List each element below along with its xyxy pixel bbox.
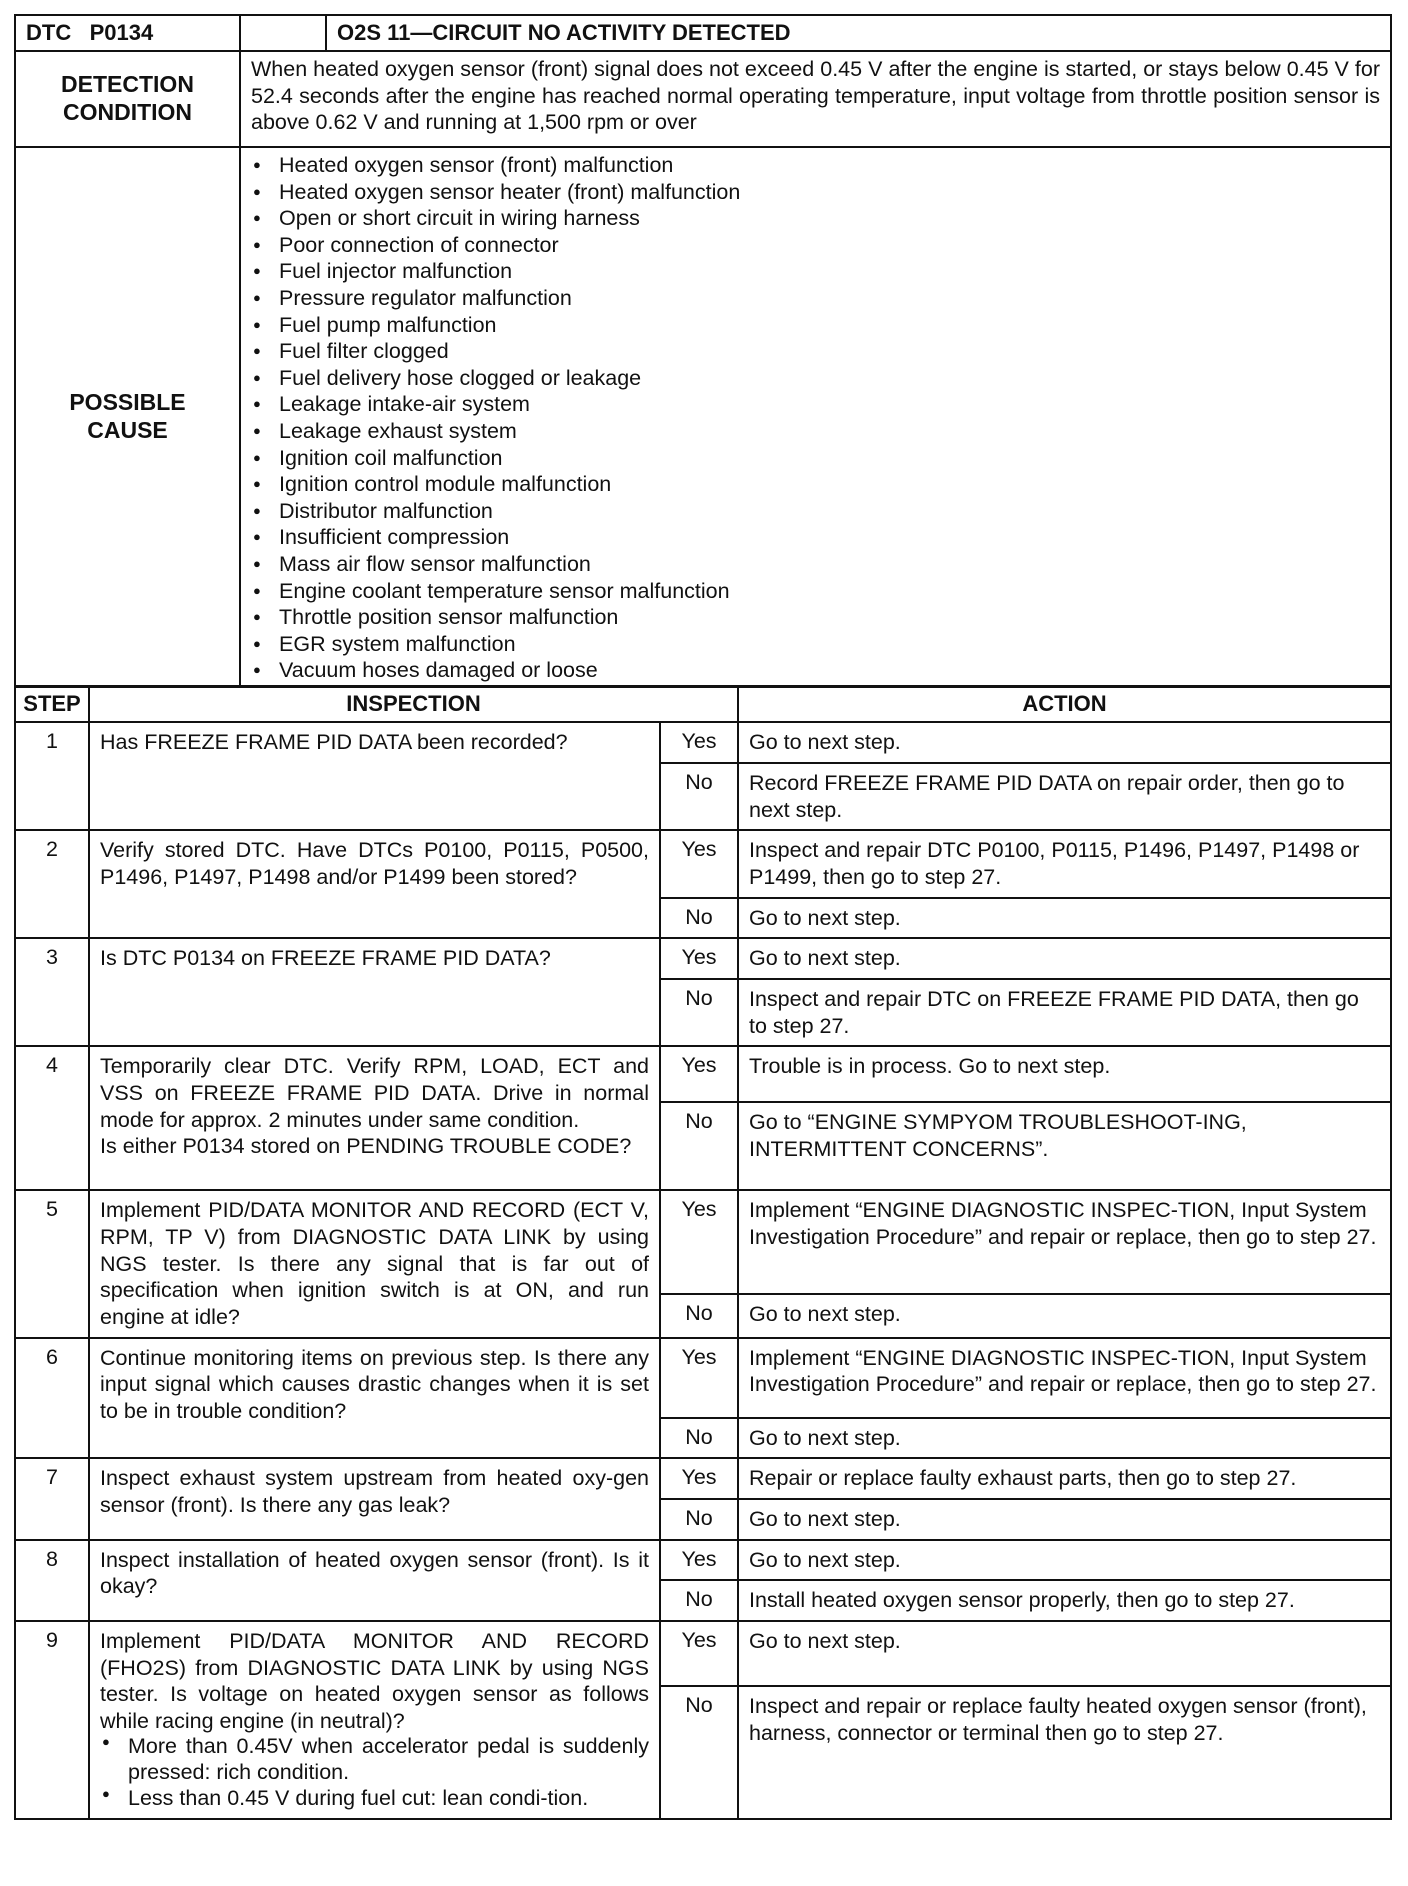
no-label: No: [660, 1418, 738, 1459]
possible-cause-item: ● Heated oxygen sensor (front) malfunction: [253, 152, 1382, 179]
step-number: 2: [15, 830, 89, 938]
yes-action: Go to next step.: [738, 722, 1391, 763]
possible-cause-item: ● Insufficient compression: [253, 524, 1382, 551]
action-column-header: ACTION: [738, 686, 1391, 722]
dtc-info-table: [14, 14, 1392, 688]
no-action: Go to next step.: [738, 1499, 1391, 1540]
possible-cause-item: ● Leakage intake-air system: [253, 391, 1382, 418]
yes-label: Yes: [660, 722, 738, 763]
step-inspection: [89, 1540, 660, 1621]
yes-action: Implement “ENGINE DIAGNOSTIC INSPEC-TION, Input System Investigation Procedure” and repair or replace, then go to step 27.: [738, 1190, 1391, 1294]
step-inspection: [89, 1621, 660, 1819]
step-inspection: [89, 830, 660, 938]
step-number: 5: [15, 1190, 89, 1337]
yes-label: Yes: [660, 1540, 738, 1581]
step-column-header: STEP: [15, 686, 89, 722]
yes-label: Yes: [660, 1046, 738, 1102]
inspection-bullet: ● Less than 0.45 V during fuel cut: lean condi-tion.: [102, 1786, 649, 1812]
step-number: 9: [15, 1621, 89, 1819]
step-number: 1: [15, 722, 89, 830]
no-action: Install heated oxygen sensor properly, then go to step 27.: [738, 1580, 1391, 1621]
step-inspection: [89, 1338, 660, 1459]
yes-label: Yes: [660, 1338, 738, 1418]
no-label: No: [660, 898, 738, 939]
step-inspection: [89, 722, 660, 830]
possible-cause-item: ● Vacuum hoses damaged or loose: [253, 657, 1382, 684]
no-label: No: [660, 1102, 738, 1190]
step-inspection: [89, 1046, 660, 1190]
dtc-title: O2S 11—CIRCUIT NO ACTIVITY DETECTED: [326, 15, 1391, 51]
inspection-bullet: ● More than 0.45V when accelerator pedal is suddenly pressed: rich condition.: [102, 1734, 649, 1786]
possible-cause-item: ● Fuel pump malfunction: [253, 312, 1382, 339]
possible-cause-item: ● Ignition control module malfunction: [253, 471, 1382, 498]
inspection-bullets: [100, 1734, 649, 1811]
possible-cause-item: ● Distributor malfunction: [253, 498, 1382, 525]
dtc-label: DTC: [26, 20, 72, 45]
possible-cause-item: ● Mass air flow sensor malfunction: [253, 551, 1382, 578]
step-row: [15, 1540, 1391, 1581]
no-label: No: [660, 763, 738, 830]
possible-cause-item: ● Pressure regulator malfunction: [253, 285, 1382, 312]
inspection-text: Inspect installation of heated oxygen sensor (front). Is it okay?: [100, 1547, 649, 1599]
no-action: Go to “ENGINE SYMPYOM TROUBLESHOOT-ING, INTERMITTENT CONCERNS”.: [738, 1102, 1391, 1190]
yes-label: Yes: [660, 1621, 738, 1686]
no-action: Go to next step.: [738, 898, 1391, 939]
step-row: [15, 1046, 1391, 1102]
step-number: 3: [15, 938, 89, 1046]
inspection-text: Has FREEZE FRAME PID DATA been recorded?: [100, 730, 568, 755]
no-label: No: [660, 1686, 738, 1819]
possible-cause-label-text: POSSIBLE CAUSE: [69, 389, 186, 443]
detection-condition-label: DETECTION CONDITION: [15, 51, 240, 147]
possible-cause-label: [15, 147, 240, 687]
step-inspection: [89, 1458, 660, 1539]
no-label: No: [660, 1580, 738, 1621]
step-number: 7: [15, 1458, 89, 1539]
step-row: [15, 1621, 1391, 1686]
step-row: [15, 938, 1391, 979]
dtc-troubleshooting-page: [14, 14, 1392, 1820]
yes-action: Go to next step.: [738, 1540, 1391, 1581]
possible-cause-item: ● Open or short circuit in wiring harness: [253, 205, 1382, 232]
step-number: 6: [15, 1338, 89, 1459]
inspection-text: Verify stored DTC. Have DTCs P0100, P0115, P0500, P1496, P1497, P1498 and/or P1499 been stored?: [100, 838, 649, 889]
step-number: 4: [15, 1046, 89, 1190]
inspection-text: Temporarily clear DTC. Verify RPM, LOAD, ECT and VSS on FREEZE FRAME PID DATA. Drive in normal mode for approx. 2 minutes under same condition.: [100, 1054, 649, 1132]
no-action: Go to next step.: [738, 1294, 1391, 1337]
yes-action: Repair or replace faulty exhaust parts, then go to step 27.: [738, 1458, 1391, 1499]
no-action: Go to next step.: [738, 1418, 1391, 1459]
possible-cause-item: ● Fuel injector malfunction: [253, 258, 1382, 285]
inspection-text: Inspect exhaust system upstream from heated oxy-gen sensor (front). Is there any gas leak?: [100, 1466, 649, 1517]
possible-cause-item: ● Fuel filter clogged: [253, 338, 1382, 365]
yes-action: Inspect and repair DTC P0100, P0115, P1496, P1497, P1498 or P1499, then go to step 27.: [738, 830, 1391, 897]
yes-action: Trouble is in process. Go to next step.: [738, 1046, 1391, 1102]
inspection-text: Continue monitoring items on previous step. Is there any input signal which causes drastic changes when it is set to be in trouble condition?: [100, 1345, 649, 1423]
no-action: Inspect and repair or replace faulty heated oxygen sensor (front), harness, connector or terminal then go to step 27.: [738, 1686, 1391, 1819]
yes-label: Yes: [660, 938, 738, 979]
step-inspection: [89, 938, 660, 1046]
dtc-code: P0134: [89, 20, 154, 45]
possible-cause-item: ● Engine coolant temperature sensor malfunction: [253, 578, 1382, 605]
step-number: 8: [15, 1540, 89, 1621]
possible-cause-item: ● Ignition coil malfunction: [253, 445, 1382, 472]
header-spacer: [240, 15, 326, 51]
step-row: [15, 1338, 1391, 1418]
possible-cause-item: ● Throttle position sensor malfunction: [253, 604, 1382, 631]
yes-action: Go to next step.: [738, 1621, 1391, 1686]
possible-cause-list: [241, 148, 1390, 686]
inspection-column-header: INSPECTION: [89, 686, 738, 722]
no-label: No: [660, 979, 738, 1046]
yes-action: Implement “ENGINE DIAGNOSTIC INSPEC-TION, Input System Investigation Procedure” and repair or replace, then go to step 27.: [738, 1338, 1391, 1418]
steps-table: [14, 685, 1392, 1819]
yes-label: Yes: [660, 1458, 738, 1499]
yes-label: Yes: [660, 830, 738, 897]
yes-action: Go to next step.: [738, 938, 1391, 979]
no-action: Record FREEZE FRAME PID DATA on repair order, then go to next step.: [738, 763, 1391, 830]
inspection-text: Implement PID/DATA MONITOR AND RECORD (ECT V, RPM, TP V) from DIAGNOSTIC DATA LINK by using NGS tester. Is there any signal that is far out of specification when ignition switch is at ON, and run engine at idle?: [100, 1198, 649, 1329]
detection-condition-text: When heated oxygen sensor (front) signal does not exceed 0.45 V after the engine is started, or stays below 0.45 V for 52.4 seconds after the engine has reached normal operating temperature, input voltage from throttle position sensor is above 0.62 V and running at 1,500 rpm or over: [240, 51, 1391, 147]
inspection-text-2: Is either P0134 stored on PENDING TROUBLE CODE?: [100, 1134, 632, 1159]
yes-label: Yes: [660, 1190, 738, 1294]
possible-cause-item: ● Fuel delivery hose clogged or leakage: [253, 365, 1382, 392]
steps-body: [15, 722, 1391, 1818]
step-row: [15, 1458, 1391, 1499]
possible-cause-cell: [240, 147, 1391, 687]
possible-cause-item: ● Heated oxygen sensor heater (front) malfunction: [253, 179, 1382, 206]
no-action: Inspect and repair DTC on FREEZE FRAME PID DATA, then go to step 27.: [738, 979, 1391, 1046]
possible-cause-item: ● Leakage exhaust system: [253, 418, 1382, 445]
no-label: No: [660, 1499, 738, 1540]
step-row: [15, 830, 1391, 897]
dtc-label-cell: [15, 15, 240, 51]
inspection-text: Is DTC P0134 on FREEZE FRAME PID DATA?: [100, 946, 551, 971]
step-row: [15, 722, 1391, 763]
step-inspection: [89, 1190, 660, 1337]
possible-cause-item: ● EGR system malfunction: [253, 631, 1382, 658]
step-row: [15, 1190, 1391, 1294]
no-label: No: [660, 1294, 738, 1337]
inspection-text: Implement PID/DATA MONITOR AND RECORD (FHO2S) from DIAGNOSTIC DATA LINK by using NGS tester. Is voltage on heated oxygen sensor as follows while racing engine (in neutral)?: [100, 1628, 649, 1733]
possible-cause-item: ● Poor connection of connector: [253, 232, 1382, 259]
